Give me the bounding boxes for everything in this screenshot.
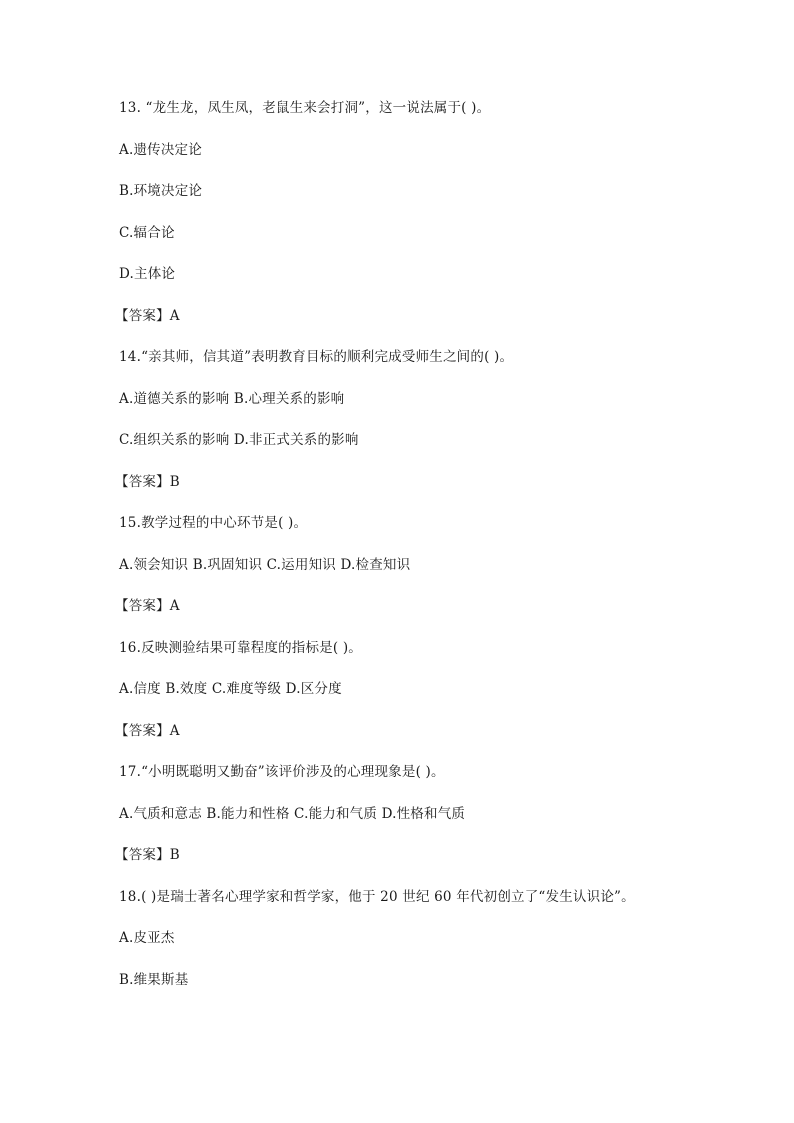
option-13-b: B.环境决定论 xyxy=(119,183,203,199)
option-13-c: C.辐合论 xyxy=(119,225,175,241)
options-17: A.气质和意志 B.能力和性格 C.能力和气质 D.性格和气质 xyxy=(119,806,466,822)
question-13: 13. “龙生龙，凤生凤，老鼠生来会打洞”，这一说法属于( )。 xyxy=(119,100,491,116)
option-13-a: A.遗传决定论 xyxy=(119,142,202,158)
question-16: 16.反映测验结果可靠程度的指标是( )。 xyxy=(119,640,362,656)
answer-14: 【答案】B xyxy=(115,474,180,490)
answer-15: 【答案】A xyxy=(115,598,180,614)
answer-13: 【答案】A xyxy=(115,308,180,324)
answer-17: 【答案】B xyxy=(115,847,180,863)
options-14-cd: C.组织关系的影响 D.非正式关系的影响 xyxy=(119,432,359,448)
question-14: 14.“亲其师，信其道”表明教育目标的顺利完成受师生之间的( )。 xyxy=(119,349,514,365)
question-15: 15.教学过程的中心环节是( )。 xyxy=(119,515,308,531)
answer-16: 【答案】A xyxy=(115,723,180,739)
options-14-ab: A.道德关系的影响 B.心理关系的影响 xyxy=(119,391,345,407)
option-18-b: B.维果斯基 xyxy=(119,972,189,988)
options-15: A.领会知识 B.巩固知识 C.运用知识 D.检查知识 xyxy=(119,557,411,573)
options-16: A.信度 B.效度 C.难度等级 D.区分度 xyxy=(119,681,342,697)
question-18: 18.( )是瑞士著名心理学家和哲学家，他于 20 世纪 60 年代初创立了“发生认识论”。 xyxy=(119,889,635,905)
option-13-d: D.主体论 xyxy=(119,266,176,282)
question-17: 17.“小明既聪明又勤奋”该评价涉及的心理现象是( )。 xyxy=(119,764,445,780)
option-18-a: A.皮亚杰 xyxy=(119,930,175,946)
